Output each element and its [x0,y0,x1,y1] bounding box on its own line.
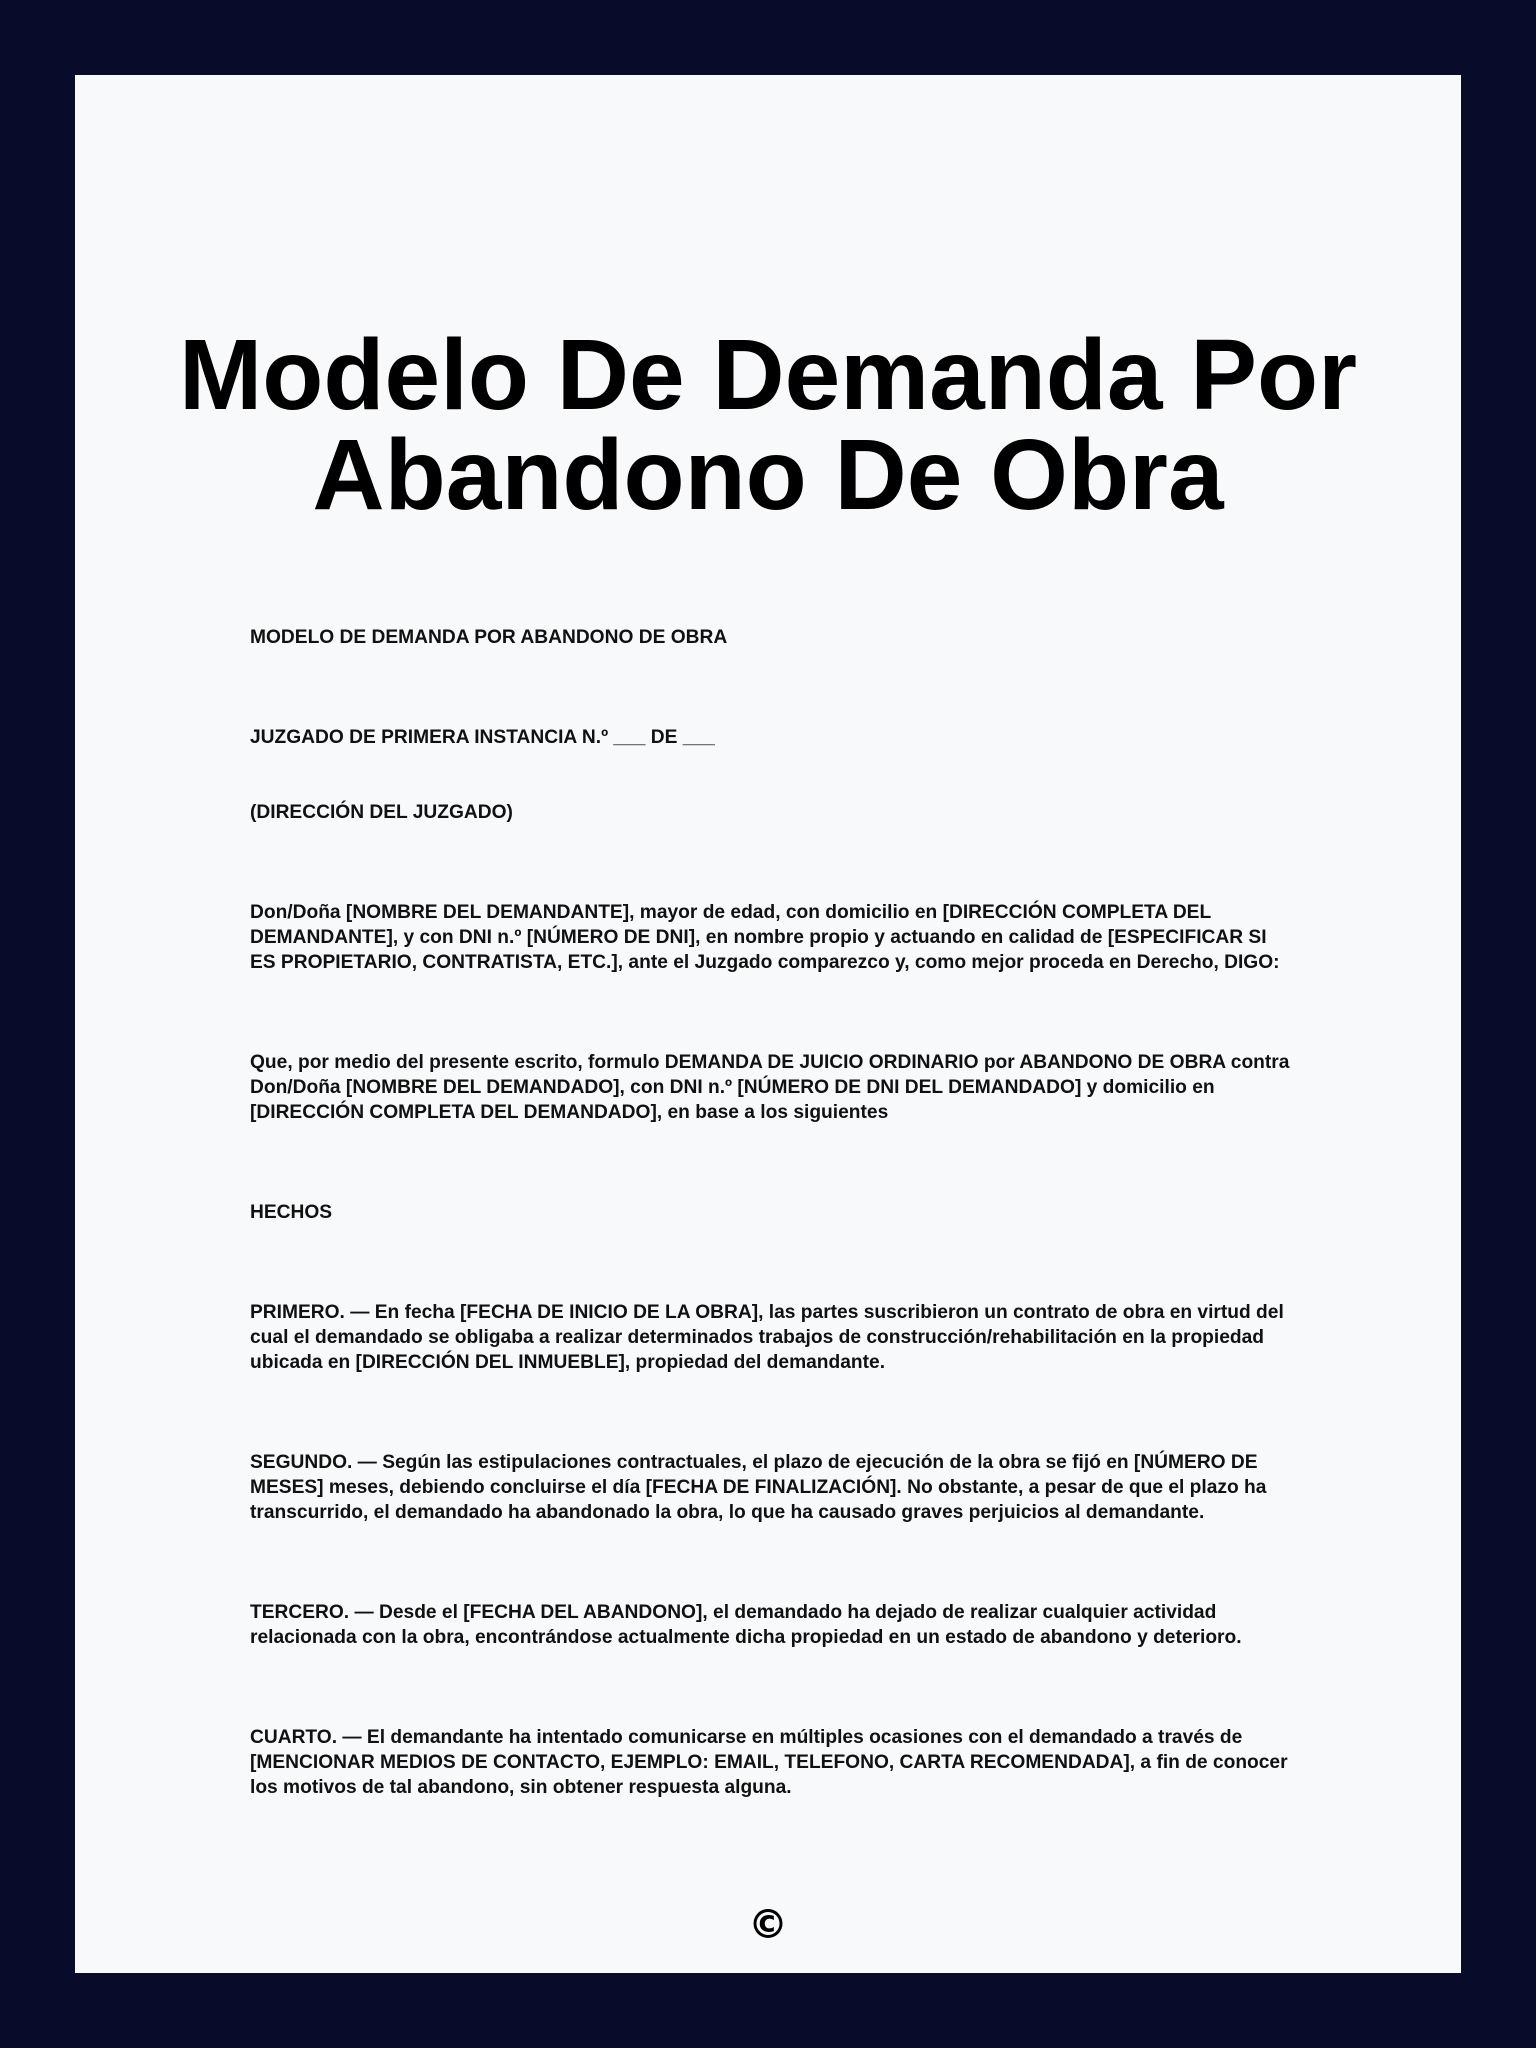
court-address: (DIRECCIÓN DEL JUZGADO) [250,802,513,823]
page-title: Modelo De Demanda Por Abandono De Obra [179,319,1357,531]
copyright-icon: © [748,1902,788,1948]
facts-heading: HECHOS [250,1202,333,1223]
plaintiff-paragraph: Don/Doña [NOMBRE DEL DEMANDANTE], mayor de edad, con domicilio en [DIRECCIÓN COMPLETA DEL DEMANDANTE], y con DNI n.º [NÚMERO DE DNI], en nombre propio y actuando en calidad de [ESPECIFICAR SI ES PROPIETARIO, CONTRATISTA, ETC.], ante el Juzgado comparezco y, como mejor proceda en Derecho, DIGO: [250,902,1280,973]
court-line: JUZGADO DE PRIMERA INSTANCIA N.º ___ DE ___ [250,727,715,748]
claim-paragraph: Que, por medio del presente escrito, formulo DEMANDA DE JUICIO ORDINARIO por ABANDONO DE OBRA contra Don/Doña [NOMBRE DEL DEMANDADO], con DNI n.º [NÚMERO DE DNI DEL DEMANDADO] y domicilio en [DIRECCIÓN COMPLETA DEL DEMANDADO], en base a los siguientes [250,1052,1290,1123]
document-heading: MODELO DE DEMANDA POR ABANDONO DE OBRA [250,627,728,648]
fact-second: SEGUNDO. — Según las estipulaciones contractuales, el plazo de ejecución de la obra se fijó en [NÚMERO DE MESES] meses, debiendo concluirse el día [FECHA DE FINALIZACIÓN]. No obstante, a pesar de que el plazo ha transcurrido, el demandado ha abandonado la obra, lo que ha causado graves perjuicios al demandante. [250,1452,1267,1523]
document-body [250,550,1290,1800]
fact-first: PRIMERO. — En fecha [FECHA DE INICIO DE LA OBRA], las partes suscribieron un contrato de obra en virtud del cual el demandado se obligaba a realizar determinados trabajos de construcción/rehabilitación en la propiedad ubicada en [DIRECCIÓN DEL INMUEBLE], propiedad del demandante. [250,1302,1284,1373]
fact-third: TERCERO. — Desde el [FECHA DEL ABANDONO], el demandado ha dejado de realizar cualquier actividad relacionada con la obra, encontrándose actualmente dicha propiedad en un estado de abandono y deterioro. [250,1602,1242,1648]
document-page [75,75,1461,1973]
fact-fourth: CUARTO. — El demandante ha intentado comunicarse en múltiples ocasiones con el demandado a través de [MENCIONAR MEDIOS DE CONTACTO, EJEMPLO: EMAIL, TELEFONO, CARTA RECOMENDADA], a fin de conocer los motivos de tal abandono, sin obtener respuesta alguna. [250,1727,1288,1798]
